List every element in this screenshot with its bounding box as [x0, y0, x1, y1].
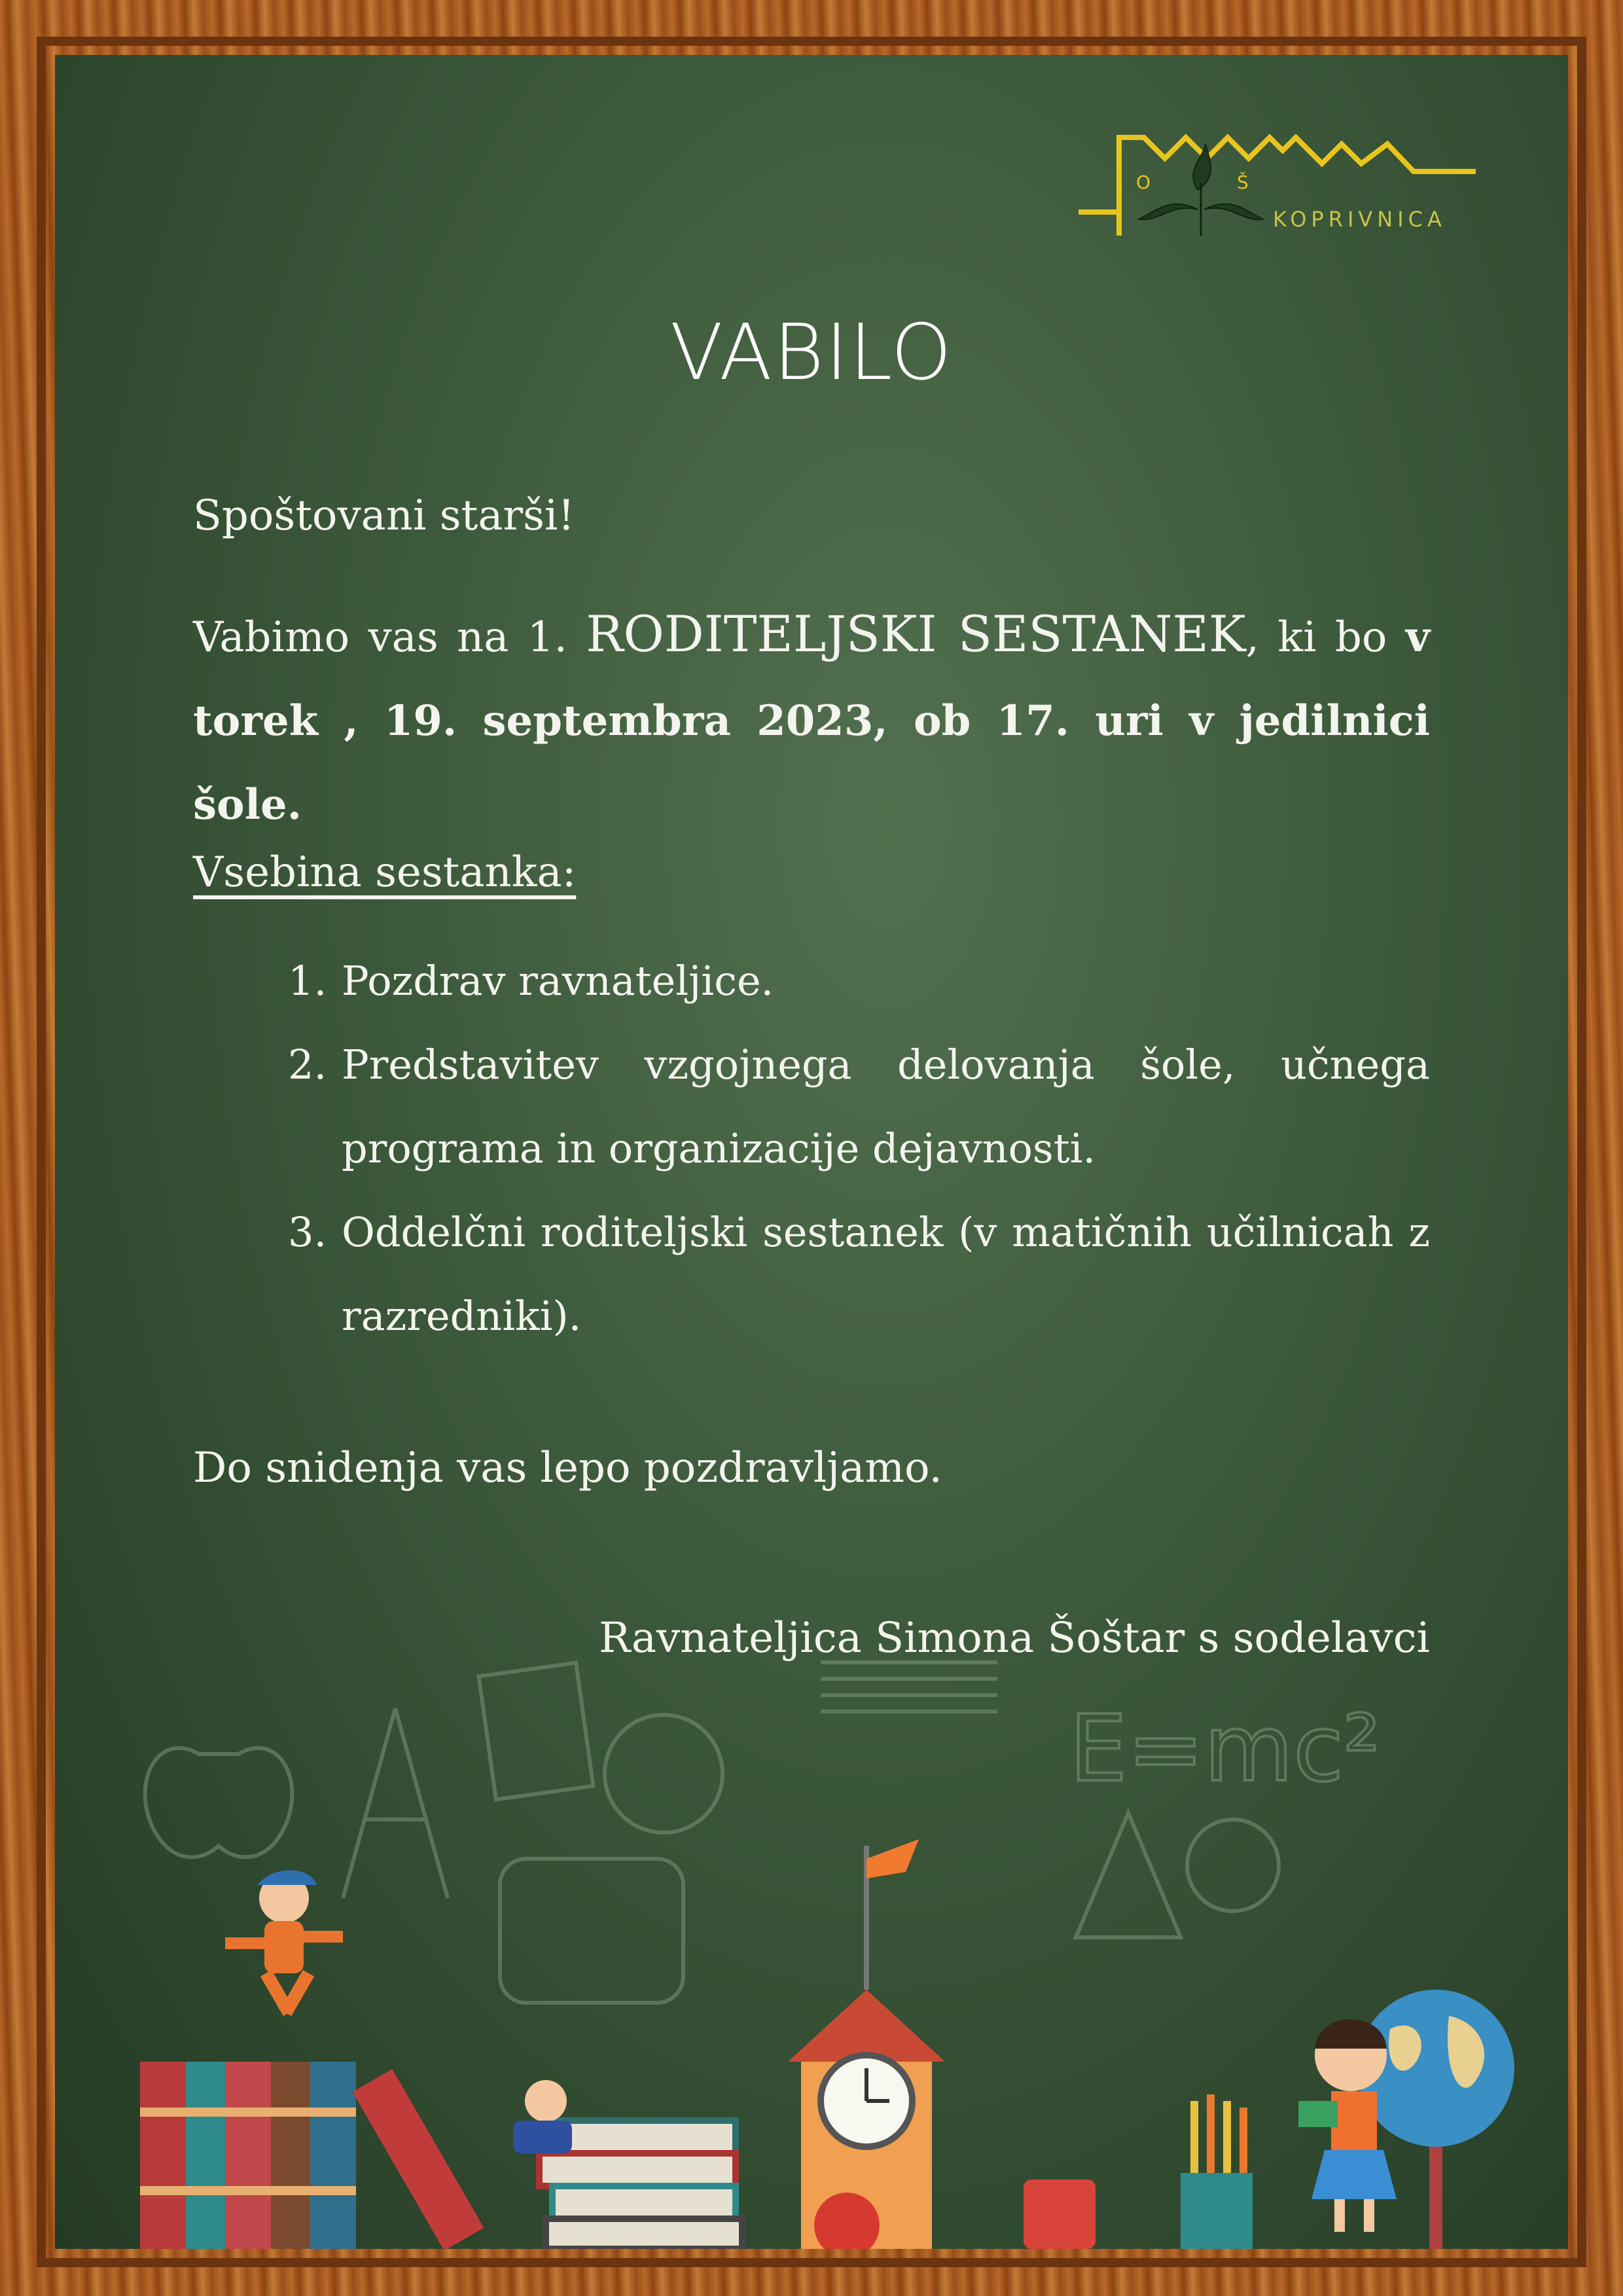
- invite-ordinal: 1.: [527, 613, 586, 662]
- reading-girl: [1298, 2019, 1397, 2232]
- gear-doodle-icon: [1187, 1820, 1279, 1911]
- agenda-heading: Vsebina sestanka:: [193, 848, 577, 897]
- globe-doodle-icon: [605, 1715, 722, 1833]
- book-stack: [140, 2062, 356, 2249]
- music-doodle-icon: [821, 1662, 997, 1712]
- apple-doodle-icon: [145, 1748, 293, 1857]
- agenda-number: 2.: [288, 1041, 327, 1088]
- pencil-doodle-icon: [1076, 1813, 1181, 1937]
- invitation-text: [193, 592, 1430, 847]
- agenda-item: [288, 1191, 1430, 1358]
- agenda-item: [288, 1023, 1430, 1191]
- compass-doodle-icon: [343, 1708, 448, 1898]
- logo-name: KOPRIVNICA: [1273, 207, 1446, 232]
- agenda-number: 3.: [288, 1208, 327, 1256]
- agenda-text: Predstavitev vzgojnega delovanja šole, učnega programa in organizacije dejavnosti.: [342, 1041, 1430, 1172]
- invite-part2: , ki bo: [1245, 613, 1406, 662]
- meeting-date-place: v torek , 19. septembra 2023, ob 17. uri v jedilnici šole.: [193, 613, 1431, 829]
- invite-part1: Vabimo vas na: [193, 613, 527, 662]
- red-mug: [1024, 2179, 1096, 2249]
- closing-line: Do snidenja vas lepo pozdravljamo.: [193, 1444, 942, 1492]
- flag-icon: [866, 1839, 919, 1878]
- greeting: Spoštovani starši!: [193, 492, 575, 540]
- signature: Ravnateljica Simona Šoštar s sodelavci: [599, 1614, 1430, 1662]
- agenda-number: 1.: [288, 957, 327, 1005]
- meeting-name: RODITELJSKI SESTANEK: [586, 605, 1246, 663]
- school-logo: [1073, 124, 1492, 255]
- bag-doodle-icon: [500, 1859, 683, 2003]
- school-illustration: [55, 1649, 1568, 2249]
- clock-tower: [788, 1839, 945, 2249]
- logo-letter-s: Š: [1237, 171, 1249, 193]
- leaning-book: [353, 2069, 484, 2249]
- formula-doodle: E=mc²: [1069, 1696, 1381, 1803]
- agenda-text: Oddelčni roditeljski sestanek (v matičnih učilnicah z razredniki).: [342, 1208, 1430, 1340]
- sitting-boy: [513, 2080, 572, 2153]
- logo-letter-o: O: [1136, 171, 1151, 193]
- running-boy: [225, 1871, 343, 2017]
- page-title: VABILO: [669, 307, 954, 398]
- agenda-item: [288, 939, 1430, 1023]
- agenda-text: Pozdrav ravnateljice.: [342, 957, 774, 1005]
- notebook-doodle-icon: [479, 1662, 594, 1799]
- agenda-list: [288, 939, 1430, 1358]
- pencil-cup: [1181, 2094, 1253, 2249]
- globe-icon: [1357, 1990, 1514, 2249]
